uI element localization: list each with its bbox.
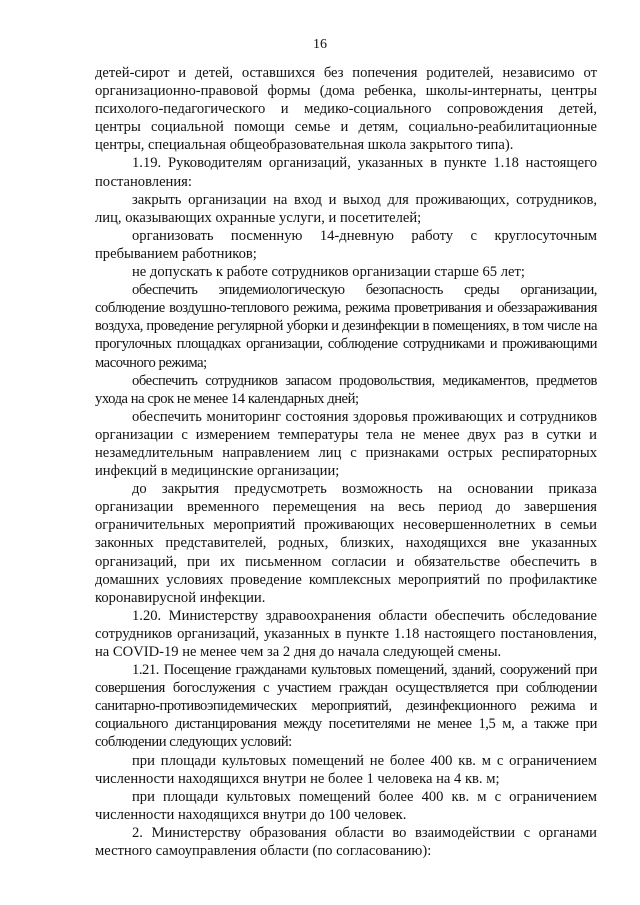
paragraph-epidemiological-safety: обеспечить эпидемиологическую безопасность среды организации, соблюдение воздушно-теплового режима, режима проветривания и обеззараживания воздуха, проведение регулярной уборки и дезинфекции в помещениях, в том числе на прогулочных площадках организации, соблюдение сотрудниками и проживающими масочного режима;: [95, 282, 597, 371]
paragraph-supplies: обеспечить сотрудников запасом продовольствия, медикаментов, предметов ухода на срок не менее 14 календарных дней;: [95, 372, 597, 407]
paragraph-1-19: 1.19. Руководителям организаций, указанных в пункте 1.18 настоящего постановления:: [95, 155, 597, 190]
paragraph-large-premises: при площади культовых помещений более 400 кв. м с ограничением численности находящихся внутри до 100 человек.: [95, 788, 597, 823]
paragraph-2: 2. Министерству образования области во взаимодействии с органами местного самоуправления области (по согласованию):: [95, 824, 597, 860]
paragraph-temporary-relocation: до закрытия предусмотреть возможность на основании приказа организации временного перемещения на весь период до завершения ограничительных мероприятий проживающих несовершеннолетних в семьи законных представителей, родных, близких, находящихся вне указанных организаций, при их письменном согласии и обязательстве обеспечить в домашних условиях проведение комплексных мероприятий по профилактике коронавирусной инфекции.: [95, 481, 597, 606]
paragraph-close-entry: закрыть организации на вход и выход для проживающих, сотрудников, лиц, оказывающих охранные услуги, и посетителей;: [95, 191, 597, 226]
paragraph-shift-work: организовать посменную 14-дневную работу с круглосуточным пребыванием работников;: [95, 227, 597, 262]
page-number: 16: [313, 37, 327, 52]
paragraph-1-20: 1.20. Министерству здравоохранения области обеспечить обследование сотрудников организаций, указанных в пункте 1.18 настоящего постановления, на COVID-19 не менее чем за 2 дня до начала следующей смены.: [95, 607, 597, 660]
paragraph-small-premises: при площади культовых помещений не более 400 кв. м с ограничением численности находящихся внутри не более 1 человека на 4 кв. м;: [95, 752, 597, 787]
document-body: [95, 64, 597, 860]
paragraph-health-monitoring: обеспечить мониторинг состояния здоровья проживающих и сотрудников организации с измерением температуры тела не менее двух раз в сутки и незамедлительным направлением лиц с признаками острых респираторных инфекций в медицинские организации;: [95, 408, 597, 480]
paragraph-continuation: детей-сирот и детей, оставшихся без попечения родителей, независимо от организационно-правовой формы (дома ребенка, школы-интернаты, центры психолого-педагогического и медико-социального сопровождения детей, центры социальной помощи семье и детям, социально-реабилитационные центры, специальная общеобразовательная школа закрытого типа).: [95, 65, 597, 154]
paragraph-1-21: 1.21. Посещение гражданами культовых помещений, зданий, сооружений при совершения богослужения с участием граждан осуществляется при соблюдении санитарно-противоэпидемических мероприятий, дезинфекционного режима и социального дистанцирования между посетителями не менее 1,5 м, а также при соблюдении следующих условий:: [95, 662, 597, 751]
paragraph-age-limit: не допускать к работе сотрудников организации старше 65 лет;: [132, 264, 525, 281]
